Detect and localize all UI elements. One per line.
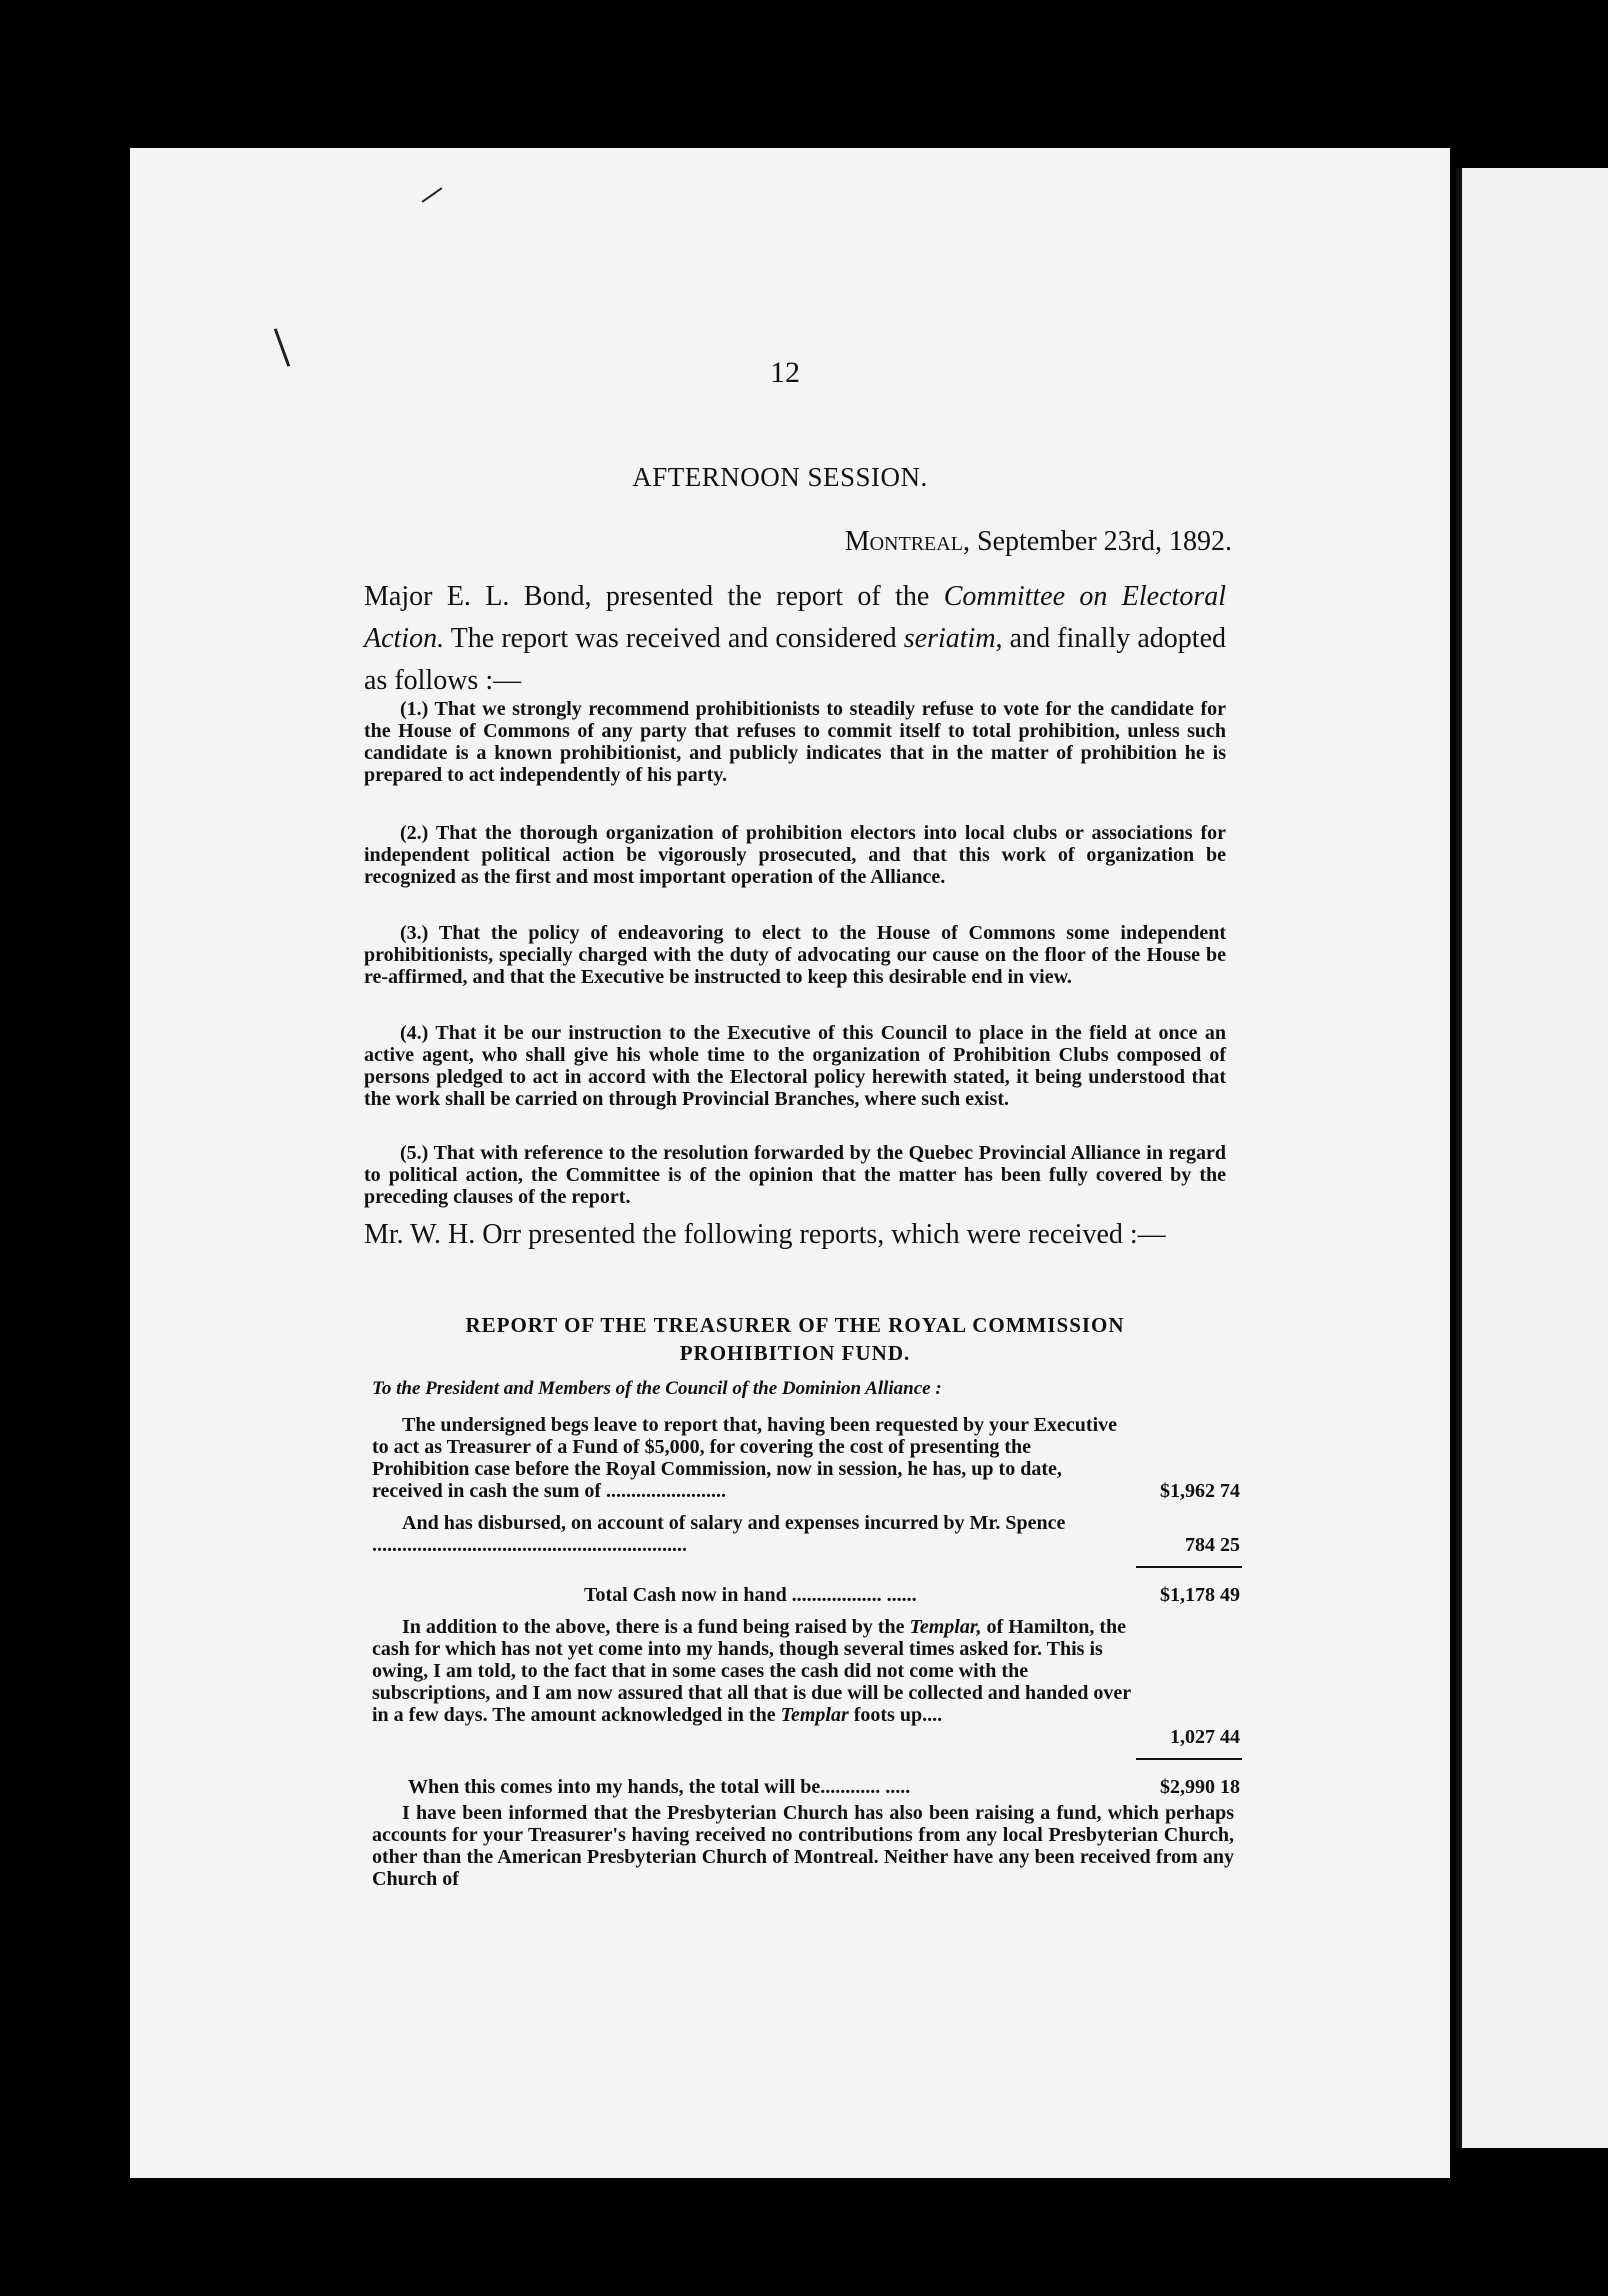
clause-1: (1.) That we strongly recommend prohibitionists to steadily refuse to vote for the candidate for the House of Commons of any party that refuses to commit itself to total prohibition, unless such candidate is a known prohibitionist, and publicly indicates that in the matter of prohibition he is prepared to act independently of his party.	[364, 698, 1226, 786]
page-number: 12	[770, 356, 800, 389]
session-heading: AFTERNOON SESSION.	[632, 462, 928, 492]
report-paragraph-4: I have been informed that the Presbyterian Church has also been raising a fund, which perhaps accounts for your Treasurer's having received no contributions from any local Presbyterian Church, other than the American Presbyterian Church of Montreal. Neither have any been received from any Church of	[372, 1802, 1234, 1890]
amount-templar: 1,027 44	[1170, 1726, 1240, 1748]
clause-5: (5.) That with reference to the resolution forwarded by the Quebec Provincial Alliance in regard to political action, the Committee is of the opinion that the matter has been fully covered by the preceding clauses of the report.	[364, 1142, 1226, 1208]
report-title: REPORT OF THE TREASURER OF THE ROYAL COMMISSION	[465, 1313, 1125, 1337]
intro-text: Major E. L. Bond, presented the report of the	[364, 581, 944, 612]
intro-paragraph	[364, 576, 1226, 702]
intro-text: and finally adopted as follows :—	[364, 623, 1227, 696]
report-paragraph-1: The undersigned begs leave to report that, having been requested by your Executive to act as Treasurer of a Fund of $5,000, for covering the cost of presenting the Prohibition case before the Royal Commission, now in session, he has, up to date, received in cash the sum of ........................	[372, 1414, 1118, 1502]
amount-disbursed: 784 25	[1185, 1534, 1240, 1556]
clause-2: (2.) That the thorough organization of prohibition electors into local clubs or associations for independent political action be vigorously prosecuted, and that this work of organization be recognized as the first and most important operation of the Alliance.	[364, 822, 1226, 888]
committee-name: Committee on Electoral Action.	[364, 581, 1226, 654]
report-paragraph-2: And has disbursed, on account of salary and expenses incurred by Mr. Spence ...............................................................	[372, 1512, 1066, 1556]
templar-title: Templar	[780, 1704, 849, 1726]
report-subtitle: PROHIBITION FUND.	[679, 1341, 911, 1365]
orr-paragraph: Mr. W. H. Orr presented the following reports, which were received :—	[364, 1219, 1166, 1250]
pencil-mark	[422, 187, 443, 202]
pencil-mark	[274, 328, 290, 367]
report-address: To the President and Members of the Council of the Dominion Alliance :	[372, 1378, 942, 1399]
session-date	[600, 526, 1232, 558]
amount-total: $2,990 18	[1160, 1776, 1240, 1798]
total-label: Total Cash now in hand .................. ......	[584, 1584, 917, 1606]
date-place: Montreal	[844, 526, 963, 557]
total-rule	[1136, 1566, 1242, 1568]
intro-text: The report was received and considered	[444, 623, 904, 654]
amount-received: $1,962 74	[1160, 1480, 1240, 1502]
clause-4: (4.) That it be our instruction to the Executive of this Council to place in the field at once an active agent, who shall give his whole time to the organization of Prohibition Clubs composed of persons pledged to act in accord with the Electoral policy herewith stated, it being understood that the work shall be carried on through Provincial Branches, where such exist.	[364, 1022, 1226, 1110]
report-text: In addition to the above, there is a fund being raised by the	[402, 1616, 910, 1638]
amount-in-hand: $1,178 49	[1160, 1584, 1240, 1606]
when-label: When this comes into my hands, the total will be............ .....	[408, 1776, 911, 1798]
report-text: of Hamilton, the cash for which has not yet come into my hands, though several times asked for. This is owing, I am told, to the fact that in some cases the cash did not come with the subscriptions, and I am now assured that all that is due will be collected and handed over in a few days. The amount acknowledged in the	[372, 1616, 1131, 1726]
templar-title: Templar,	[909, 1616, 982, 1638]
grand-total-rule	[1136, 1758, 1242, 1760]
clause-3: (3.) That the policy of endeavoring to elect to the House of Commons some independent prohibitionists, specially charged with the duty of advocating our cause on the floor of the House be re-affirmed, and that the Executive be instructed to keep this desirable end in view.	[364, 922, 1226, 988]
date-text: , September 23rd, 1892.	[962, 526, 1232, 557]
seriatim-term: seriatim,	[903, 623, 1003, 654]
report-text: foots up....	[848, 1704, 943, 1726]
report-paragraph-3	[372, 1616, 1132, 1726]
